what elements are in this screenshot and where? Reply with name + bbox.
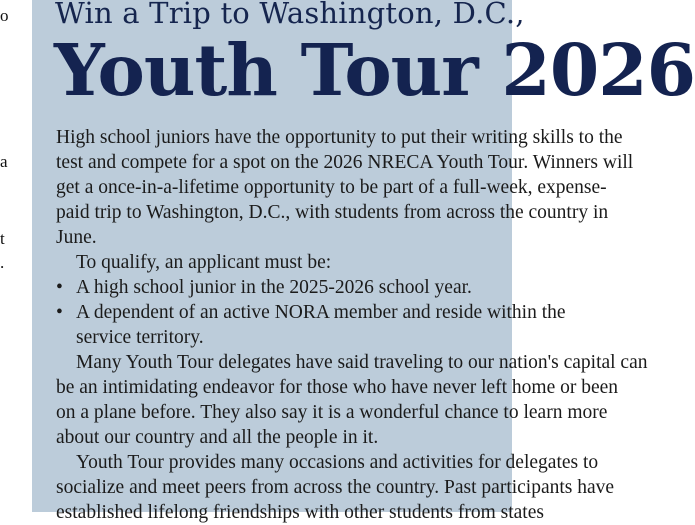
adjacent-column-fragment: . [0,253,5,272]
adjacent-column-fragment: a [0,152,8,171]
body-line: established lifelong friendships with other students from states [56,502,544,523]
body-line: socialize and meet peers from across the country. Past participants have [56,477,615,498]
adjacent-column-fragment: t [0,229,5,248]
body-line: June. [56,227,97,248]
bullet-icon: • [56,277,63,298]
list-item-continuation: service territory. [76,327,204,348]
body-line: be an intimidating endeavor for those who have never left home or been [56,377,619,398]
youth-tour-article-panel [32,0,695,523]
list-item-text: A dependent of an active NORA member and reside within the [76,302,566,323]
body-line: High school juniors have the opportunity to put their writing skills to the [56,127,623,148]
paragraph-activities [56,450,676,525]
adjacent-column-fragment: o [0,6,9,25]
paragraph-intro [56,125,676,250]
list-item-text: A high school junior in the 2025-2026 school year. [76,277,472,298]
body-line: on a plane before. They also say it is a wonderful chance to learn more [56,402,608,423]
article-body [56,125,676,525]
body-line: test and compete for a spot on the 2026 NRECA Youth Tour. Winners will [56,152,634,173]
article-headline: Youth Tour 2026 [54,28,695,112]
article-kicker: Win a Trip to Washington, D.C., [55,0,525,30]
adjacent-column-edge [0,0,32,512]
body-line: Many Youth Tour delegates have said traveling to our nation's capital can [76,352,648,373]
qualify-intro: To qualify, an applicant must be: [76,252,332,273]
list-item [56,275,676,300]
body-line: get a once-in-a-lifetime opportunity to be part of a full-week, expense- [56,177,607,198]
body-line: paid trip to Washington, D.C., with students from across the country in [56,202,609,223]
list-item [56,300,676,325]
bullet-icon: • [56,302,63,323]
qualification-list [56,275,676,350]
body-line: Youth Tour provides many occasions and activities for delegates to [76,452,599,473]
body-line: about our country and all the people in it. [56,427,379,448]
paragraph-delegates [56,350,676,450]
